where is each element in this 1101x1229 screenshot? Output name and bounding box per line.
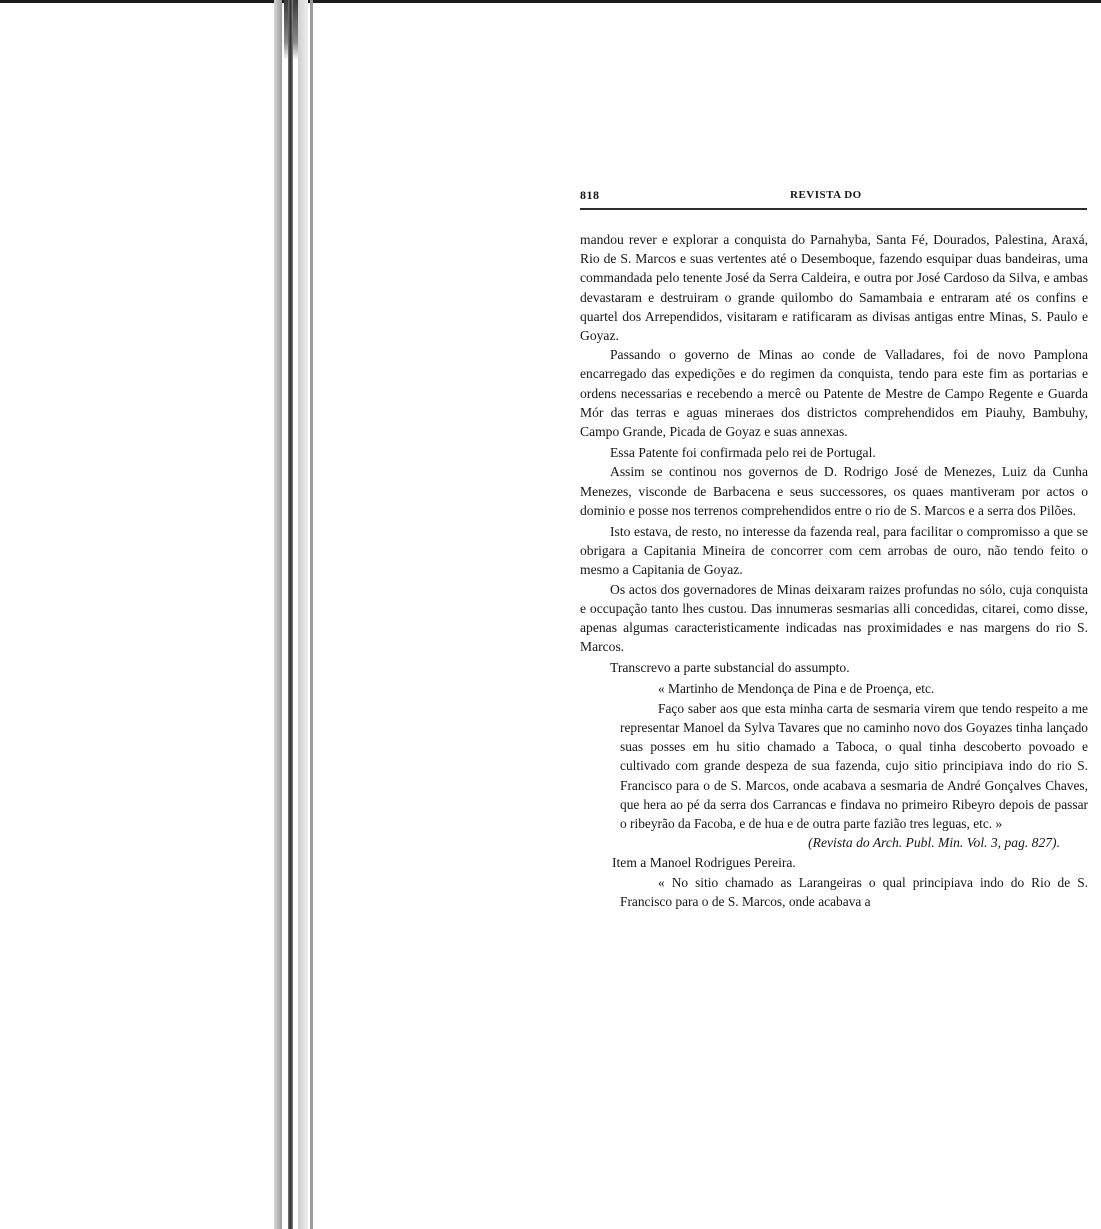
running-title: REVISTA DO [790,189,862,201]
gutter-edge-line [310,0,313,1229]
gutter-fold-line [288,0,293,1229]
gutter-highlight [298,0,308,1229]
quote-larangeiras-text: « No sitio chamado as Larangeiras o qual principiava indo do Rio de S. Francisco para o de S. Marcos, onde acabava a [620,874,1088,909]
page-header [580,188,1088,206]
page-body [580,230,1088,911]
paragraph-patente: Essa Patente foi confirmada pelo rei de Portugal. [610,445,876,461]
page-number: 818 [580,188,600,202]
paragraph-valladares: Passando o governo de Minas ao conde de Valladares, foi de novo Pamplona encarregado das expedições e do regimen da conquista, tendo para este fim as portarias e ordens necessarias e recebendo a mercê ou Patente de Mestre de Campo Regente e Guarda Mór das terras e aguas mineraes dos districtos comprehendidos em Piauhy, Bambuhy, Campo Grande, Picada de Goyaz e suas annexas. [580,347,1088,440]
paragraph-fazenda-real: Isto estava, de resto, no interesse da fazenda real, para facilitar o compromisso a que se obrigara a Capitania Mineira de concorrer com cem arrobas de ouro, não tendo feito o mesmo a Capitania de Goyaz. [580,524,1088,578]
quote-sesmaria-text: Faço saber aos que esta minha carta de sesmaria virem que tendo respeito a me representar Manoel da Sylva Tavares que no caminho novo dos Goyazes tinha lançado suas posses em hu sitio chamado a Taboca, o qual tinha descoberto povoado e cultivado com grande despeza de sua fazenda, cujo sitio principiava indo do rio S. Francisco para o de S. Marcos, onde acabava a sesmaria de André Gonçalves Chaves, que hera ao pé da serra dos Carrancas e findava no primeiro Ribeyro depois de passar o ribeyrão da Facoba, e de hua e de outra parte fazião tres leguas, etc. » [620,700,1088,832]
paragraph-governadores: Os actos dos governadores de Minas deixaram raizes profundas no sólo, cuja conquista e occupação tanto lhes custou. Das innumeras sesmarias alli concedidas, citarei, como disse, apenas algumas caracteristicamente indicadas nas proximidades e nas margens do rio S. Marcos. [580,581,1088,655]
paragraph-transcrevo: Transcrevo a parte substancial do assumpto. [610,660,850,676]
top-edge-rule [0,0,1101,3]
item-line: Item a Manoel Rodrigues Pereira. [612,854,796,870]
paragraph-continuation: mandou rever e explorar a conquista do Parnahyba, Santa Fé, Dourados, Palestina, Araxá, Rio de S. Marcos e suas vertentes até o Desemboque, fazendo esquipar duas bandeiras, uma commandada pelo tenente José da Serra Caldeira, e outra por José Cardoso da Silva, e ambas devastaram e destruiram o grande quilombo do Samambaia e entraram até os confins e quartel dos Arrependidos, visitaram e ratificaram as divisas antigas entre Minas, S. Paulo e Goyaz. [580,232,1088,344]
book-spine-gutter [274,0,324,1229]
quote-opening-line: « Martinho de Mendonça de Pina e de Proença, etc. [658,680,935,696]
header-rule [580,208,1087,210]
document-page [580,188,1088,909]
gutter-shadow [274,0,282,1229]
paragraph-governos: Assim se continou nos governos de D. Rodrigo José de Menezes, Luiz da Cunha Menezes, visconde de Barbacena e seus successores, os quaes mantiveram por actos o dominio e posse nos terrenos comprehendidos entre o rio de S. Marcos e a serra dos Pilões. [580,464,1088,518]
citation: (Revista do Arch. Publ. Min. Vol. 3, pag. 827). [808,835,1060,851]
